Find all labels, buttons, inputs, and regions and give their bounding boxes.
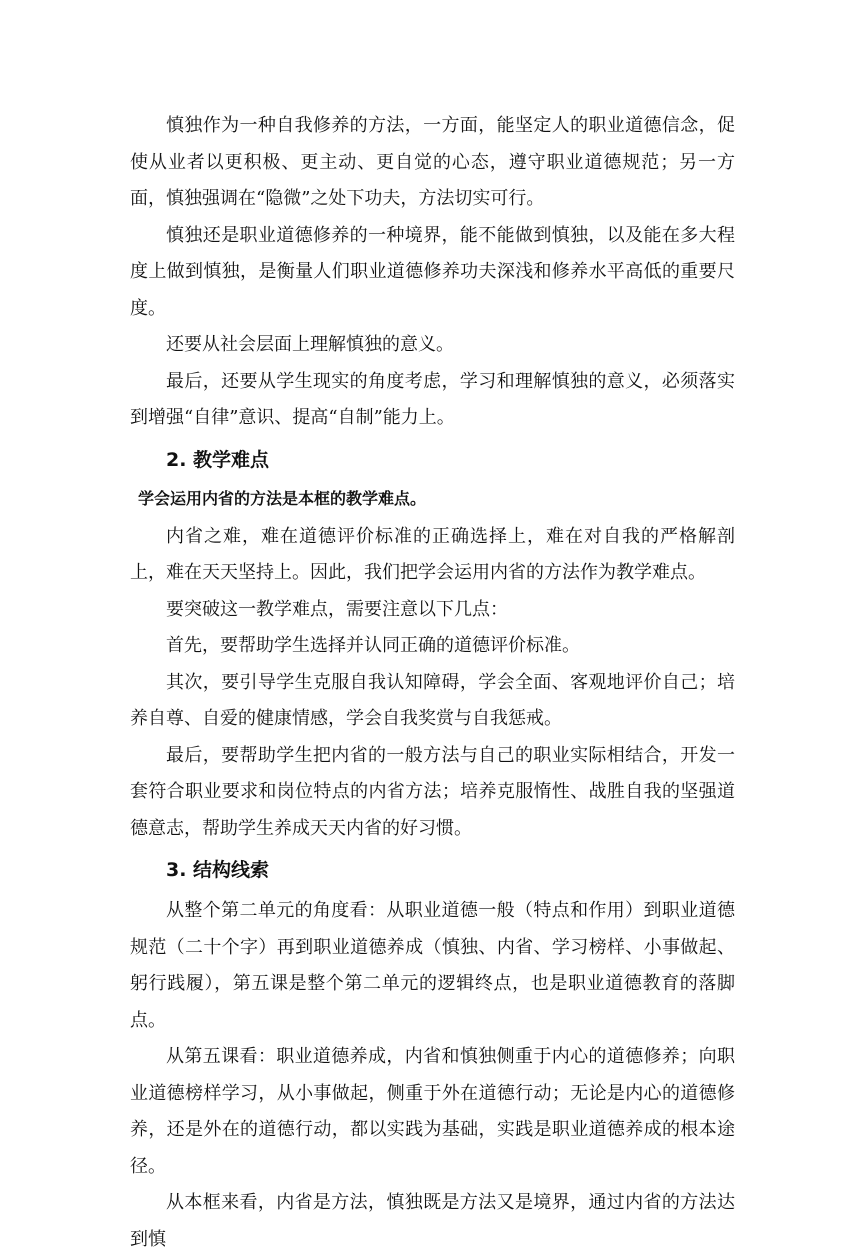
paragraph-difficulty-reason: 内省之难，难在道德评价标准的正确选择上，难在对自我的严格解剖上，难在天天坚持上。因此，我们把学会运用内省的方法作为教学难点。 bbox=[130, 525, 735, 583]
section-heading-structure: 3. 结构线索 bbox=[166, 859, 270, 881]
paragraph-shendu-finally: 最后，还要从学生现实的角度考虑，学习和理解慎独的意义，必须落实到增强“自律”意识、提高“自制”能力上。 bbox=[130, 370, 735, 428]
paragraph-difficulty-first: 首先，要帮助学生选择并认同正确的道德评价标准。 bbox=[166, 635, 580, 656]
section-heading-difficulty: 2. 教学难点 bbox=[166, 448, 270, 471]
paragraph-shendu-realm: 慎独还是职业道德修养的一种境界，能不能做到慎独，以及能在多大程度上做到慎独，是衡量人们职业道德修养功夫深浅和修养水平高低的重要尺度。 bbox=[130, 224, 735, 319]
paragraph-shendu-method: 慎独作为一种自我修养的方法，一方面，能坚定人的职业道德信念，促使从业者以更积极、更主动、更自觉的心态，遵守职业道德规范；另一方面，慎独强调在“隐微”之处下功夫，方法切实可行。 bbox=[130, 115, 735, 209]
subheading-difficulty: 学会运用内省的方法是本框的教学难点。 bbox=[138, 488, 427, 508]
paragraph-structure-frame: 从本框来看，内省是方法，慎独既是方法又是境界，通过内省的方法达到慎 bbox=[130, 1192, 735, 1250]
paragraph-shendu-social: 还要从社会层面上理解慎独的意义。 bbox=[166, 334, 454, 355]
paragraph-difficulty-last: 最后，要帮助学生把内省的一般方法与自己的职业实际相结合，开发一套符合职业要求和岗位特点的内省方法；培养克服惰性、战胜自我的坚强道德意志，帮助学生养成天天内省的好习惯。 bbox=[130, 744, 735, 839]
paragraph-difficulty-second: 其次，要引导学生克服自我认知障碍，学会全面、客观地评价自己；培养自尊、自爱的健康情感，学会自我奖赏与自我惩戒。 bbox=[130, 671, 735, 729]
document-body bbox=[130, 108, 735, 1258]
paragraph-difficulty-points: 要突破这一教学难点，需要注意以下几点： bbox=[166, 598, 508, 620]
paragraph-structure-lesson: 从第五课看：职业道德养成，内省和慎独侧重于内心的道德修养；向职业道德榜样学习，从小事做起，侧重于外在道德行动；无论是内心的道德修养，还是外在的道德行动，都以实践为基础，实践是职业道德养成的根本途径。 bbox=[130, 1046, 735, 1177]
paragraph-structure-unit: 从整个第二单元的角度看：从职业道德一般（特点和作用）到职业道德规范（二十个字）再到职业道德养成（慎独、内省、学习榜样、小事做起、躬行践履），第五课是整个第二单元的逻辑终点，也是职业道德教育的落脚点。 bbox=[130, 900, 735, 1031]
